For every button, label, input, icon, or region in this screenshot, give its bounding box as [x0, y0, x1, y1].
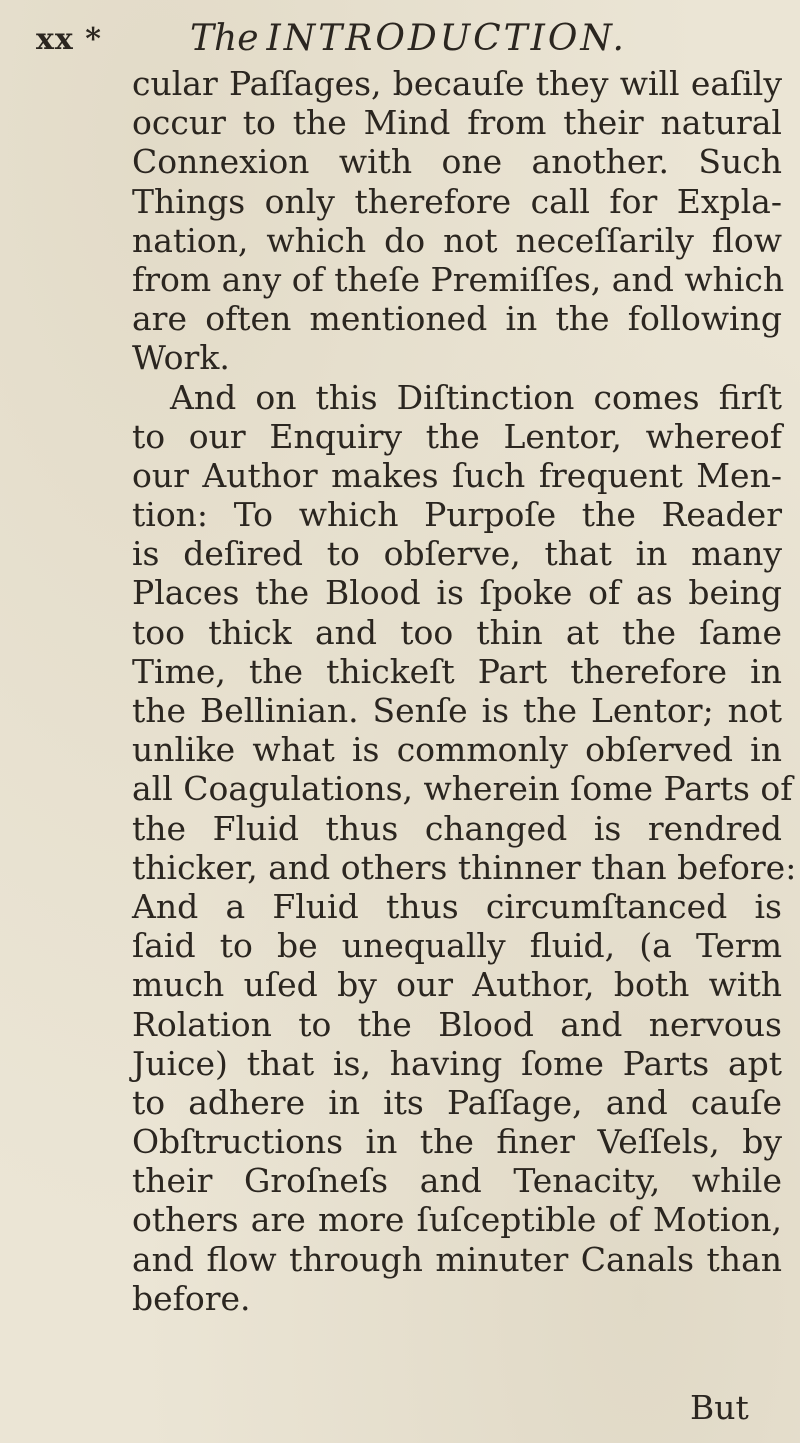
signature-mark: xx *	[36, 22, 102, 57]
text-line: from any of theſe Premiſſes, and which	[132, 259, 785, 299]
text-line: are often mentioned in the following	[132, 299, 782, 339]
text-line: all Coagulations, wherein ſome Parts of	[132, 769, 793, 809]
text-line: to our Enquiry the Lentor, whereof	[132, 416, 782, 456]
text-line: Work.	[132, 338, 230, 378]
running-title	[190, 18, 627, 59]
catchword: But	[690, 1388, 749, 1427]
text-line: tion: To which Purpoſe the Reader	[132, 495, 782, 535]
text-line: ſaid to be unequally fluid, (a Term	[132, 926, 782, 966]
text-line: Obſtructions in the finer Veſſels, by	[132, 1122, 782, 1162]
text-line: thicker, and others thinner than before:	[132, 847, 797, 887]
text-line: Time, the thickeſt Part therefore in	[132, 651, 782, 691]
text-line: Things only therefore call for Expla-	[132, 181, 782, 221]
text-line: before.	[132, 1278, 251, 1318]
running-title-main: INTRODUCTION.	[266, 18, 628, 59]
text-line: much uſed by our Author, both with	[132, 965, 782, 1005]
page-header	[0, 14, 800, 64]
text-line: Places the Blood is ſpoke of as being	[132, 573, 782, 613]
text-line: Juice) that is, having ſome Parts apt	[132, 1043, 782, 1083]
text-line: to adhere in its Paſſage, and cauſe	[132, 1082, 782, 1122]
text-line: too thick and too thin at the ſame	[132, 612, 782, 652]
text-line: unlike what is commonly obſerved in	[132, 730, 782, 770]
text-line: is deſired to obſerve, that in many	[132, 534, 782, 574]
text-line: nation, which do not neceſſarily flow	[132, 220, 782, 260]
running-title-prefix: The	[190, 18, 259, 59]
text-line: cular Paſſages, becauſe they will eaſily	[132, 64, 782, 103]
body-text	[132, 64, 797, 1318]
text-line: and flow through minuter Canals than	[132, 1239, 782, 1279]
text-line: Connexion with one another. Such	[132, 142, 782, 182]
text-line: our Author makes ſuch frequent Men-	[132, 455, 782, 495]
text-line: their Groſneſs and Tenacity, while	[132, 1161, 782, 1201]
text-line: And a Fluid thus circumſtanced is	[132, 886, 782, 926]
text-line: the Bellinian. Senſe is the Lentor; not	[132, 691, 782, 730]
text-line: occur to the Mind from their natural	[132, 103, 782, 143]
text-line: others are more ſuſceptible of Motion,	[132, 1200, 782, 1240]
text-line: Rolation to the Blood and nervous	[132, 1004, 782, 1044]
text-line: And on this Diſtinction comes firſt	[170, 377, 782, 417]
text-line: the Fluid thus changed is rendred	[132, 808, 782, 848]
